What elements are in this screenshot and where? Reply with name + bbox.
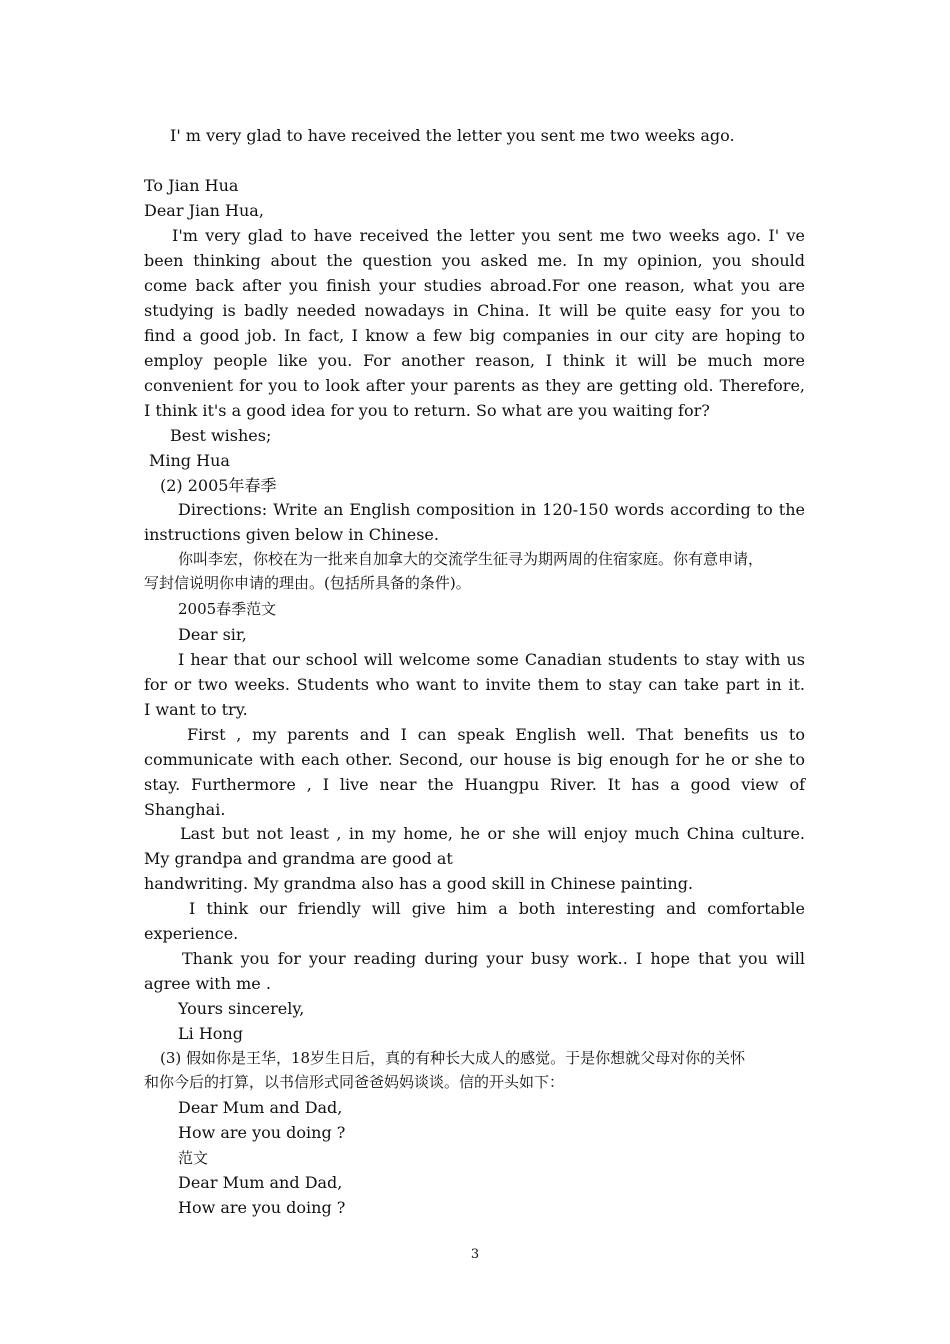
section3-sample-line: How are you doing ? [178, 1198, 346, 1217]
section2-para2-line: stay. Furthermore , I live near the Huangpu River. It has a good view of [144, 775, 805, 794]
section2-closing: Yours sincerely, [178, 999, 305, 1018]
section2-para1-line: for or two weeks. Students who want to invite them to stay can take part in it. [144, 675, 805, 694]
section2-para4-line: I think our friendly will give him a both interesting and comfortable [189, 899, 805, 918]
section3-opening-line: How are you doing ? [178, 1123, 346, 1142]
section2-para3-line: My grandpa and grandma are good at [144, 849, 453, 868]
letter1-salutation: Dear Jian Hua, [144, 201, 264, 220]
letter1-to: To Jian Hua [144, 176, 239, 195]
section2-directions-line: instructions given below in Chinese. [144, 525, 439, 544]
section2-para3-line: handwriting. My grandma also has a good skill in Chinese painting. [144, 874, 694, 893]
section2-heading: (2) 2005年春季 [160, 476, 277, 495]
section2-chinese-prompt: 写封信说明你申请的理由。(包括所具备的条件)。 [144, 574, 471, 592]
section2-para3-line: Last but not least , in my home, he or she will enjoy much China culture. [180, 824, 805, 843]
letter1-signature: Ming Hua [149, 451, 230, 470]
section2-para5-line: Thank you for your reading during your busy work.. I hope that you will [182, 949, 805, 968]
letter1-body-line: employ people like you. For another reason, I think it will be much more [144, 351, 805, 370]
letter1-body-line: been thinking about the question you asked me. In my opinion, you should [144, 251, 805, 270]
section2-chinese-prompt: 你叫李宏，你校在为一批来自加拿大的交流学生征寻为期两周的住宿家庭。你有意申请， [178, 550, 764, 568]
section2-para5-line: agree with me . [144, 974, 271, 993]
section2-signature: Li Hong [178, 1024, 243, 1043]
section3-prompt: (3) 假如你是王华，18岁生日后，真的有种长大成人的感觉。于是你想就父母对你的关怀 [160, 1049, 746, 1067]
letter1-body-line: I think it's a good idea for you to return. So what are you waiting for? [144, 401, 710, 420]
section3-sample-label: 范文 [178, 1149, 209, 1167]
letter1-body-line: come back after you finish your studies abroad.For one reason, what you are [144, 276, 805, 295]
section3-sample-salutation: Dear Mum and Dad, [178, 1173, 343, 1192]
page-number: 3 [470, 1247, 480, 1262]
letter1-body-line: studying is badly needed nowadays in China. It will be quite easy for you to [144, 301, 805, 320]
section2-directions-line: Directions: Write an English composition in 120-150 words according to the [178, 500, 805, 519]
section2-salutation: Dear sir, [178, 625, 247, 644]
letter1-body-line: I'm very glad to have received the letter you sent me two weeks ago. I' ve [172, 226, 805, 245]
section2-para2-line: communicate with each other. Second, our house is big enough for he or she to [144, 750, 805, 769]
section2-para1-line: I hear that our school will welcome some Canadian students to stay with us [178, 650, 805, 669]
letter1-body-line: convenient for you to look after your parents as they are getting old. Therefore, [144, 376, 805, 395]
section3-prompt: 和你今后的打算，以书信形式同爸爸妈妈谈谈。信的开头如下： [144, 1073, 565, 1091]
letter1-body-line: find a good job. In fact, I know a few big companies in our city are hoping to [144, 326, 805, 345]
letter1-closing: Best wishes; [170, 426, 272, 445]
section2-para1-line: I want to try. [144, 700, 248, 719]
section2-sample-label: 2005春季范文 [178, 600, 277, 618]
intro-line: I' m very glad to have received the letter you sent me two weeks ago. [170, 126, 735, 145]
section3-opening-salutation: Dear Mum and Dad, [178, 1098, 343, 1117]
section2-para2-line: First , my parents and I can speak English well. That benefits us to [187, 725, 805, 744]
section2-para2-line: Shanghai. [144, 800, 226, 819]
section2-para4-line: experience. [144, 924, 239, 943]
